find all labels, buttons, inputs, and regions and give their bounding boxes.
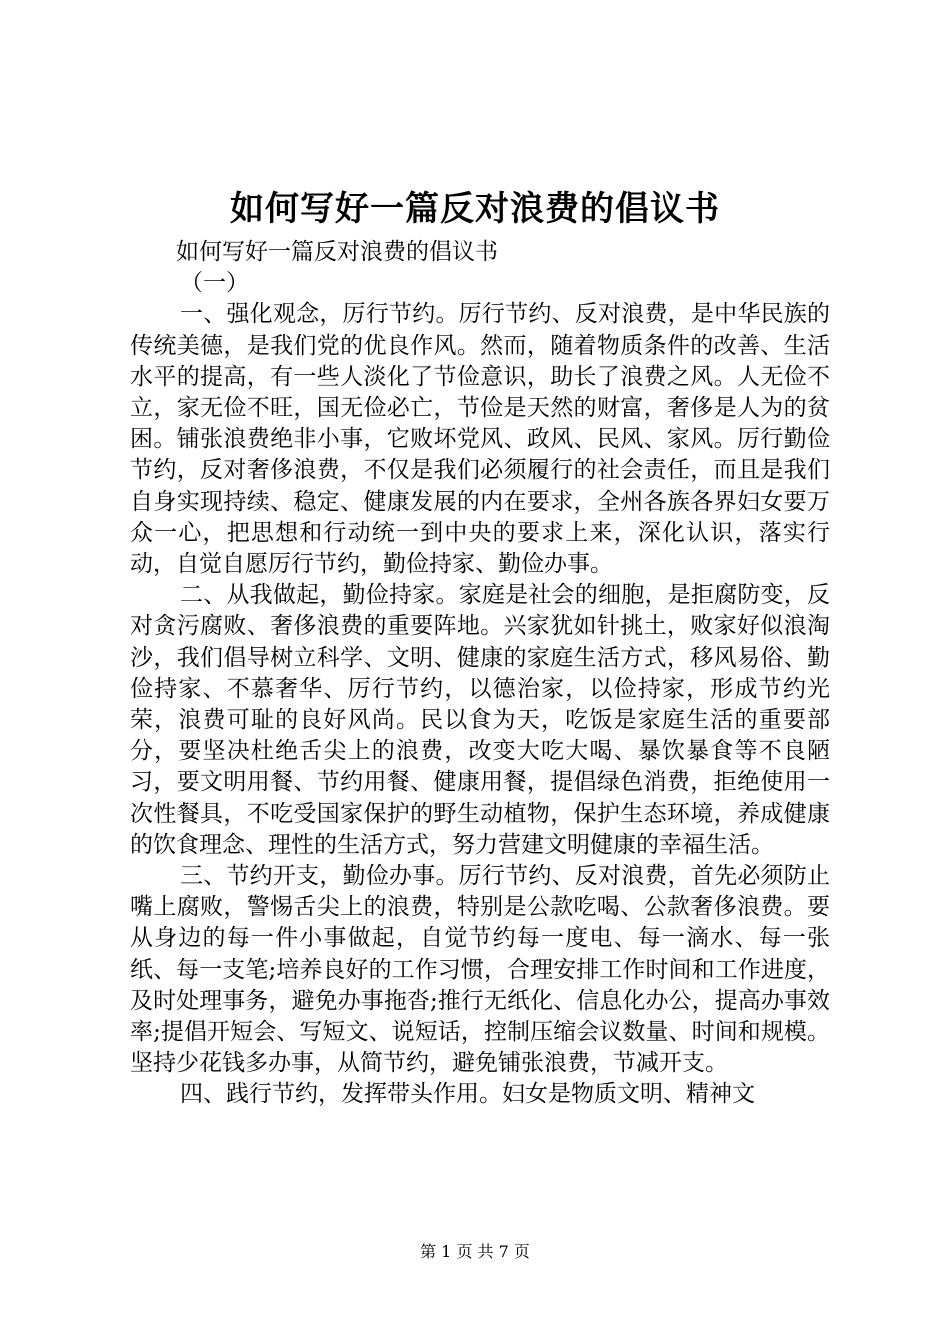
section-marker: （一） — [180, 270, 249, 297]
page-number-footer: 第 1 页 共 7 页 — [420, 1242, 530, 1261]
document-title: 如何写好一篇反对浪费的倡议书 — [230, 189, 720, 229]
paragraph-2: 二、从我做起，勤俭持家。家庭是社会的细胞，是拒腐防变，反对贪污腐败、奢侈浪费的重要阵地。兴家犹如针挑土，败家好似浪淘沙，我们倡导树立科学、文明、健康的家庭生活方式，移风易俗、勤俭持家、不慕奢华、厉行节约，以德治家，以俭持家，形成节约光荣，浪费可耻的良好风尚。民以食为天，吃饭是家庭生活的重要部分，要坚决杜绝舌尖上的浪费，改变大吃大喝、暴饮暴食等不良陋习，要文明用餐、节约用餐、健康用餐，提倡绿色消费，拒绝使用一次性餐具，不吃受国家保护的野生动植物，保护生态环境，养成健康的饮食理念、理性的生活方式，努力营建文明健康的幸福生活。 — [130, 582, 830, 858]
paragraph-1: 一、强化观念，厉行节约。厉行节约、反对浪费，是中华民族的传统美德，是我们党的优良作风。然而，随着物质条件的改善、生活水平的提高，有一些人淡化了节俭意识，助长了浪费之风。人无俭不立，家无俭不旺，国无俭必亡，节俭是天然的财富，奢侈是人为的贫困。铺张浪费绝非小事，它败坏党风、政风、民风、家风。厉行勤俭节约，反对奢侈浪费，不仅是我们必须履行的社会责任，而且是我们自身实现持续、稳定、健康发展的内在要求，全州各族各界妇女要万众一心，把思想和行动统一到中央的要求上来，深化认识，落实行动，自觉自愿厉行节约，勤俭持家、勤俭办事。 — [130, 301, 830, 578]
paragraph-3: 三、节约开支，勤俭办事。厉行节约、反对浪费，首先必须防止嘴上腐败，警惕舌尖上的浪费，特别是公款吃喝、公款奢侈浪费。要从身边的每一件小事做起，自觉节约每一度电、每一滴水、每一张纸、每一支笔;培养良好的工作习惯，合理安排工作时间和工作进度，及时处理事务，避免办事拖沓;推行无纸化、信息化办公，提高办事效率;提倡开短会、写短文、说短话，控制压缩会议数量、时间和规模。坚持少花钱多办事，从简节约，避免铺张浪费，节减开支。 — [130, 863, 830, 1077]
document-body — [130, 237, 830, 1111]
paragraph-4: 四、践行节约，发挥带头作用。妇女是物质文明、精神文 — [180, 1081, 755, 1108]
document-subtitle: 如何写好一篇反对浪费的倡议书 — [176, 239, 498, 265]
